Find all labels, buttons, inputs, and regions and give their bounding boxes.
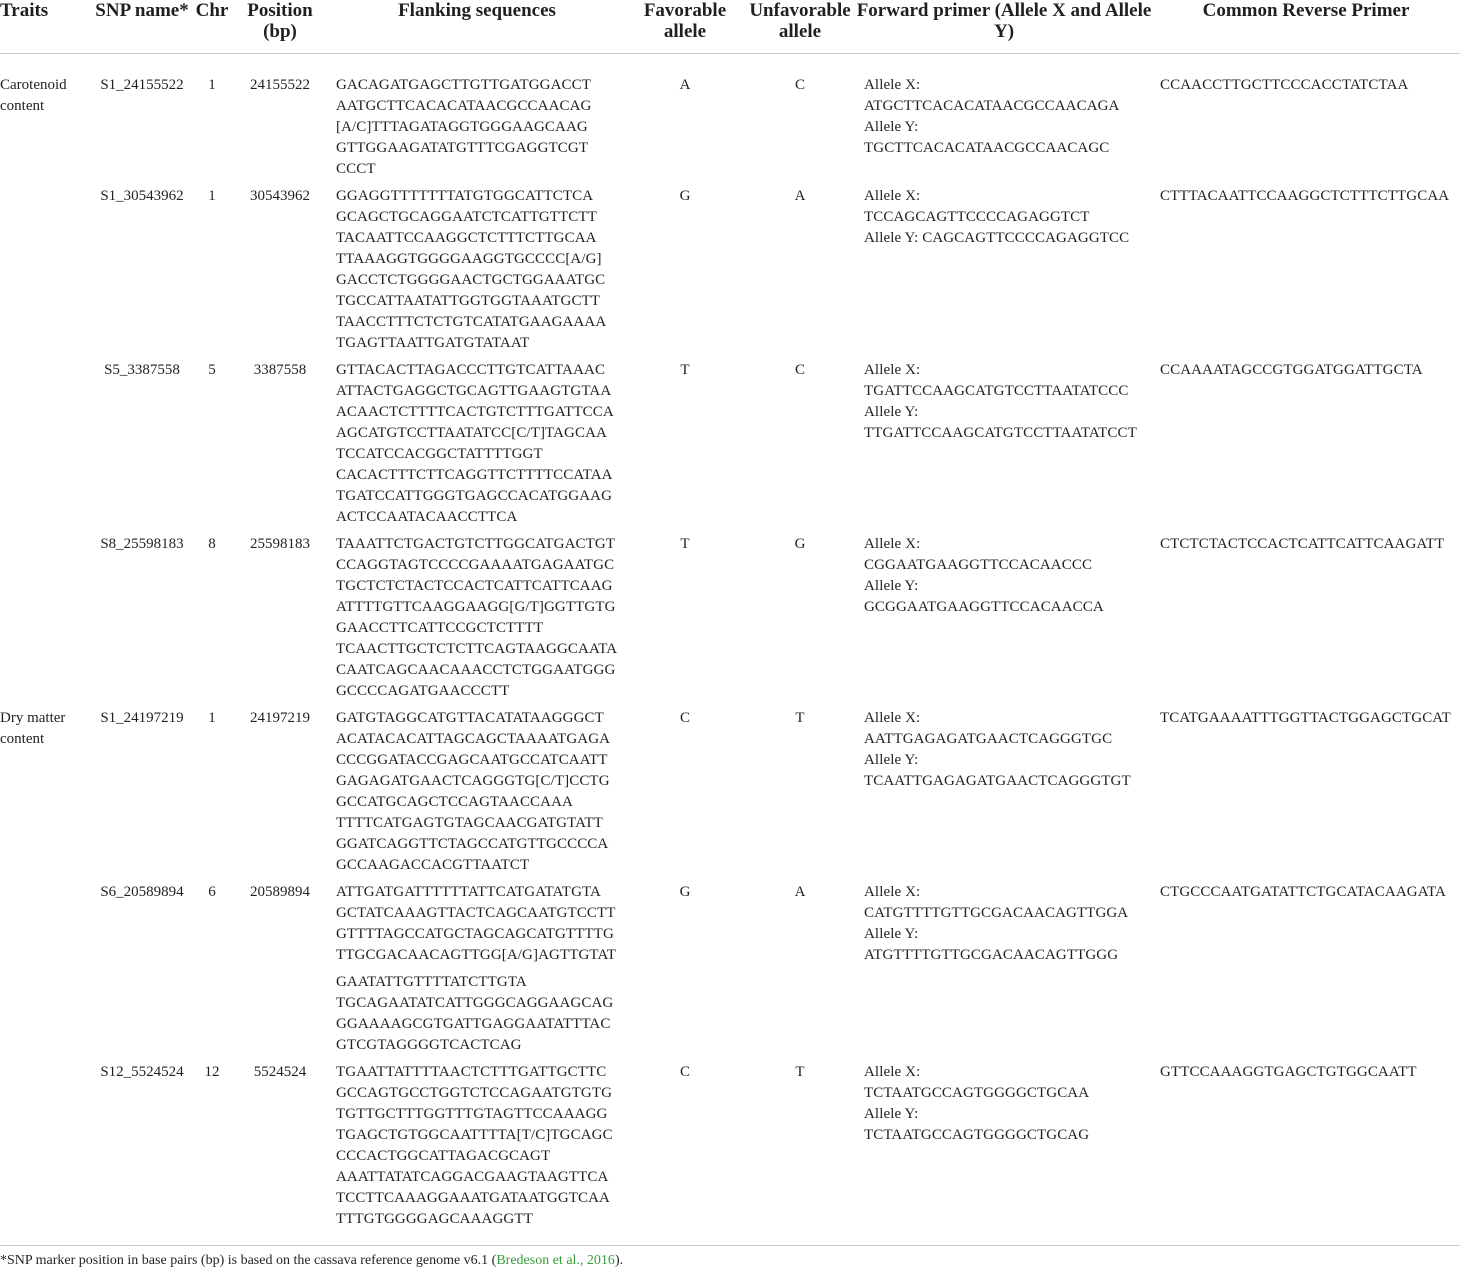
table-row [0,1062,1460,1236]
flanking-sequence-cell [328,708,626,882]
sequence-line: ACATACACATTAGCAGCTAAAATGAGA [336,731,611,747]
primer-line: Allele Y: CAGCAGTTCCCCAGAGGTCC [864,230,1130,246]
snp-name-cell: S1_24155522 [100,77,184,93]
primer-line: ATGTTTTGTTGCGACAACAGTTGGG [864,947,1119,963]
footnote [0,1252,623,1270]
sequence-line: ACTCCAATACAACCTTCA [336,509,518,525]
sequence-line: GACAGATGAGCTTGTTGATGGACCT [336,77,591,93]
primer-line: CGGAATGAAGGTTCCACAACCC [864,557,1093,573]
footnote-end: ). [614,1253,624,1268]
primer-line: Allele X: [864,536,921,552]
position-cell: 5524524 [253,1064,307,1080]
header-flanking-sequences: Flanking sequences [328,0,626,54]
reverse-primer-cell: CTCTCTACTCCACTCATTCATTCAAGATT [1160,536,1445,552]
primer-line: Allele X: [864,710,921,726]
sequence-line: TTAAAGGTGGGGAAGGTGCCCC[A/G] [336,251,602,267]
reverse-primer-cell: GTTCCAAAGGTGAGCTGTGGCAATT [1160,1064,1417,1080]
sequence-line: TGCTCTCTACTCCACTCATTCATTCAAG [336,578,613,594]
table-row [0,54,1460,187]
sequence-line: TGAGCTGTGGCAATTTTA[T/C]TGCAGC [336,1127,613,1143]
sequence-line: CAATCAGCAACAAACCTCTGGAATGGG [336,662,616,678]
forward-primer-cell [856,360,1152,534]
sequence-line: ATTTTGTTCAAGGAAGG[G/T]GGTTGTG [336,599,616,615]
primer-line: Allele X: [864,1064,921,1080]
unfavorable-allele-cell: T [795,1064,805,1080]
sequence-line: GTCGTAGGGGTCACTCAG [336,1037,522,1053]
unfavorable-allele-cell: G [794,536,806,552]
forward-primer-cell [856,534,1152,708]
sequence-line: CCCT [336,161,376,177]
forward-primer-cell [856,708,1152,882]
reverse-primer-cell: CCAAAATAGCCGTGGATGGATTGCTA [1160,362,1423,378]
unfavorable-allele-cell: C [794,77,805,93]
sequence-line: ATTGATGATTTTTTATTCATGATATGTA [336,884,601,900]
trait-cell [0,360,92,534]
position-cell: 20589894 [250,884,310,900]
header-chr: Chr [192,0,232,54]
chr-cell: 1 [208,77,216,93]
unfavorable-allele-cell: A [794,884,806,900]
snp-name-cell: S6_20589894 [100,884,184,900]
header-favorable-allele: Favorable allele [626,0,744,54]
footnote-text: *SNP marker position in base pairs (bp) is based on the cassava reference genome v6.1 ( [0,1253,497,1268]
sequence-line: GCCCCAGATGAACCCTT [336,683,510,699]
sequence-line: AAATTATATCAGGACGAAGTAAGTTCA [336,1169,609,1185]
flanking-sequence-cell [328,186,626,360]
sequence-line: GCAGCTGCAGGAATCTCATTGTTCTT [336,209,597,225]
position-cell: 3387558 [253,362,307,378]
sequence-line: GGATCAGGTTCTAGCCATGTTGCCCCA [336,836,609,852]
reverse-primer-cell: CTTTACAATTCCAAGGCTCTTTCTTGCAA [1160,188,1450,204]
sequence-line: CCCACTGGCATTAGACGCAGT [336,1148,551,1164]
chr-cell: 6 [208,884,216,900]
header-common-reverse-primer: Common Reverse Primer [1152,0,1460,54]
primer-line: TGCTTCACACATAACGCCAACAGC [864,140,1110,156]
sequence-line: TGCCATTAATATTGGTGGTAAATGCTT [336,293,601,309]
sequence-line: GCCAGTGCCTGGTCTCCAGAATGTGTG [336,1085,613,1101]
favorable-allele-cell: C [679,710,690,726]
unfavorable-allele-cell: T [795,710,805,726]
sequence-line: TTGCGACAACAGTTGG[A/G]AGTTGTAT [336,947,616,963]
sequence-line: AATGCTTCACACATAACGCCAACAG [336,98,592,114]
snp-name-cell: S12_5524524 [100,1064,184,1080]
sequence-line: GTTGGAAGATATGTTTCGAGGTCGT [336,140,589,156]
sequence-line: TTTGTGGGGAGCAAAGGTT [336,1211,533,1227]
forward-primer-cell [856,882,1152,1062]
trait-cell: Dry matter content [0,710,66,747]
favorable-allele-cell: G [679,884,691,900]
primer-line: Allele Y: [864,119,919,135]
header-row [0,0,1460,54]
primer-line: Allele X: [864,77,921,93]
primer-line: Allele X: [864,884,921,900]
header-forward-primer: Forward primer (Allele X and Allele Y) [856,0,1152,54]
primer-line: Allele X: [864,188,921,204]
favorable-allele-cell: A [679,77,691,93]
sequence-line: GTTTTAGCCATGCTAGCAGCATGTTTTG [336,926,614,942]
trait-cell [0,186,92,360]
sequence-line: TCAACTTGCTCTCTTCAGTAAGGCAATA [336,641,618,657]
sequence-line: GATGTAGGCATGTTACATATAAGGGCT [336,710,604,726]
flanking-sequence-cell [328,534,626,708]
primer-line: TGATTCCAAGCATGTCCTTAATATCCC [864,383,1129,399]
sequence-line: TAAATTCTGACTGTCTTGGCATGACTGT [336,536,616,552]
flanking-sequence-cell [328,1062,626,1236]
primer-line: Allele Y: [864,926,919,942]
header-snp-name: SNP name* [92,0,192,54]
table-row [0,360,1460,534]
primer-line: Allele Y: [864,752,919,768]
position-cell: 25598183 [250,536,310,552]
primer-line: TCTAATGCCAGTGGGGCTGCAA [864,1085,1090,1101]
sequence-line: TCCATCCACGGCTATTTTGGT [336,446,543,462]
reverse-primer-cell: TCATGAAAATTTGGTTACTGGAGCTGCAT [1160,710,1451,726]
sequence-line: GAACCTTCATTCCGCTCTTTT [336,620,544,636]
sequence-line: [A/C]TTTAGATAGGTGGGAAGCAAG [336,119,588,135]
primer-line: TCAATTGAGAGATGAACTCAGGGTGT [864,773,1131,789]
sequence-line: GCCATGCAGCTCCAGTAACCAAA [336,794,573,810]
primer-line: TCCAGCAGTTCCCCAGAGGTCT [864,209,1090,225]
sequence-line: GAGAGATGAACTCAGGGTG[C/T]CCTG [336,773,610,789]
chr-cell: 12 [204,1064,220,1080]
sequence-line: ATTACTGAGGCTGCAGTTGAAGTGTAA [336,383,612,399]
sequence-line: GACCTCTGGGGAACTGCTGGAAATGC [336,272,606,288]
sequence-line: TCCTTCAAAGGAAATGATAATGGTCAA [336,1190,610,1206]
unfavorable-allele-cell: A [794,188,806,204]
primer-line: Allele Y: [864,578,919,594]
favorable-allele-cell: T [680,362,690,378]
chr-cell: 5 [208,362,216,378]
sequence-line: TGAATTATTTTAACTCTTTGATTGCTTC [336,1064,607,1080]
sequence-line: GGAGGTTTTTTTATGTGGCATTCTCA [336,188,594,204]
sequence-line: CCCGGATACCGAGCAATGCCATCAATT [336,752,608,768]
sequence-line: ACAACTCTTTTCACTGTCTTTGATTCCA [336,404,614,420]
table-row [0,534,1460,708]
snp-name-cell: S1_24197219 [100,710,184,726]
primer-line: GCGGAATGAAGGTTCCACAACCA [864,599,1104,615]
position-cell: 30543962 [250,188,310,204]
primer-line: Allele X: [864,362,921,378]
chr-cell: 1 [208,710,216,726]
snp-name-cell: S5_3387558 [104,362,180,378]
primer-line: ATGCTTCACACATAACGCCAACAGA [864,98,1120,114]
sequence-line: CACACTTTCTTCAGGTTCTTTTCCATAA [336,467,613,483]
table-bottom-rule [0,1245,1460,1246]
sequence-line: GCCAAGACCACGTTAATCT [336,857,530,873]
primer-line: Allele Y: [864,404,919,420]
snp-name-cell: S1_30543962 [100,188,184,204]
forward-primer-cell [856,1062,1152,1236]
primer-line: CATGTTTTGTTGCGACAACAGTTGGA [864,905,1129,921]
sequence-line: TGATCCATTGGGTGAGCCACATGGAAG [336,488,613,504]
forward-primer-cell [856,54,1152,187]
reverse-primer-cell: CTGCCCAATGATATTCTGCATACAAGATA [1160,884,1446,900]
position-cell: 24155522 [250,77,310,93]
trait-cell: Carotenoid content [0,77,67,114]
sequence-line: GGAAAAGCGTGATTGAGGAATATTTAC [336,1016,611,1032]
trait-cell [0,534,92,708]
table-row [0,882,1460,1062]
sequence-line: TTTTCATGAGTGTAGCAACGATGTATT [336,815,603,831]
trait-cell [0,1062,92,1236]
flanking-sequence-cell [328,54,626,187]
header-unfavorable-allele: Unfavorable allele [744,0,856,54]
table-row [0,708,1460,882]
favorable-allele-cell: T [680,536,690,552]
favorable-allele-cell: G [679,188,691,204]
unfavorable-allele-cell: C [794,362,805,378]
sequence-line: TAACCTTTCTCTGTCATATGAAGAAAA [336,314,607,330]
primer-line: TTGATTCCAAGCATGTCCTTAATATCCT [864,425,1137,441]
primer-line: Allele Y: [864,1106,919,1122]
sequence-line: GCTATCAAAGTTACTCAGCAATGTCCTT [336,905,616,921]
table-row [0,186,1460,360]
reverse-primer-cell: CCAACCTTGCTTCCCACCTATCTAA [1160,77,1409,93]
sequence-line: CCAGGTAGTCCCCGAAAATGAGAATGC [336,557,615,573]
flanking-sequence-cell [328,360,626,534]
header-traits: Traits [0,0,92,54]
primer-line: TCTAATGCCAGTGGGGCTGCAG [864,1127,1090,1143]
forward-primer-cell [856,186,1152,360]
sequence-line: AGCATGTCCTTAATATCC[C/T]TAGCAA [336,425,607,441]
sequence-line: TGAGTTAATTGATGTATAAT [336,335,530,351]
sequence-line: TGCAGAATATCATTGGGCAGGAAGCAG [336,995,614,1011]
footnote-citation-link[interactable]: Bredeson et al., 2016 [496,1253,615,1268]
chr-cell: 8 [208,536,216,552]
header-position: Position (bp) [232,0,328,54]
sequence-line: TGTTGCTTTGGTTTGTAGTTCCAAAGG [336,1106,608,1122]
trait-cell [0,882,92,1062]
position-cell: 24197219 [250,710,310,726]
flanking-sequence-cell [328,882,626,1062]
primer-line: AATTGAGAGATGAACTCAGGGTGC [864,731,1113,747]
favorable-allele-cell: C [679,1064,690,1080]
chr-cell: 1 [208,188,216,204]
table-body [0,54,1460,1237]
sequence-line: TACAATTCCAAGGCTCTTTCTTGCAA [336,230,597,246]
snp-name-cell: S8_25598183 [100,536,184,552]
sequence-line: GTTACACTTAGACCCTTGTCATTAAAC [336,362,606,378]
sequence-line: GAATATTGTTTTATCTTGTA [336,974,527,990]
